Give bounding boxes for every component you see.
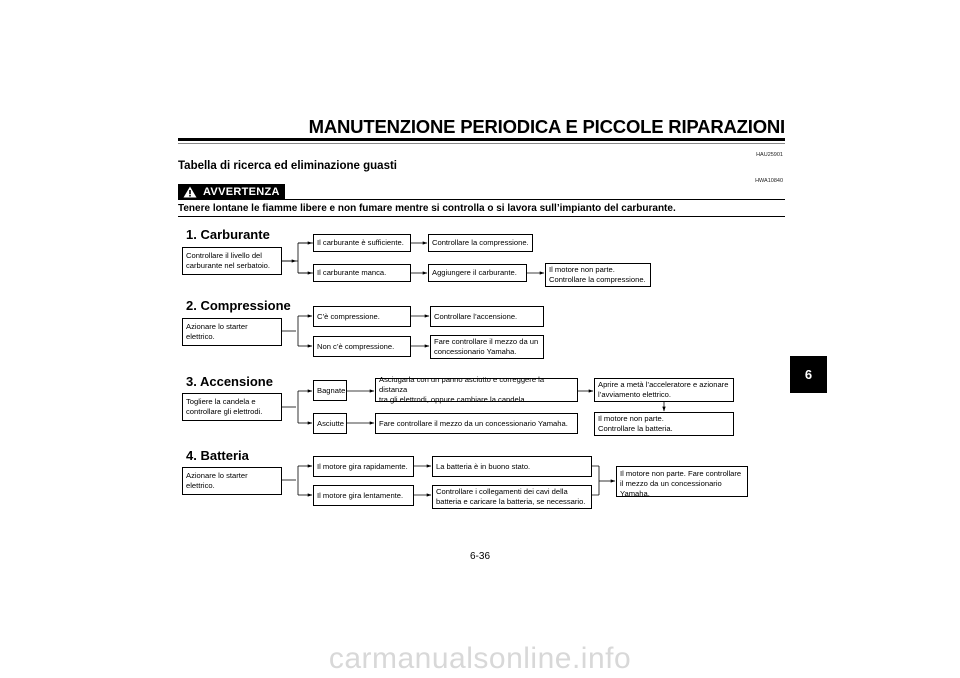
flow-box: Il motore non parte. Fare controllare il mezzo da un concessionario Yamaha. (616, 466, 748, 497)
flow-box: Bagnate (313, 380, 347, 401)
flow-box: Fare controllare il mezzo da un concessionario Yamaha. (430, 335, 544, 359)
warning-label: AVVERTENZA (203, 186, 280, 198)
section-title-batteria: 4. Batteria (186, 448, 249, 463)
flow-box: Controllare il livello del carburante nel serbatoio. (182, 247, 282, 275)
section-code: HAU25901 (756, 152, 783, 158)
flow-box: Il carburante manca. (313, 264, 411, 282)
page-number: 6-36 (469, 551, 490, 562)
flow-box: Azionare lo starter elettrico. (182, 467, 282, 495)
chapter-tab: 6 (790, 356, 827, 393)
flow-box: Il motore gira lentamente. (313, 485, 414, 506)
flow-box: Il motore non parte. Controllare la compressione. (545, 263, 651, 287)
warning-text: Tenere lontane le fiamme libere e non fumare mentre si controlla o si lavora sull’impianto del carburante. (178, 203, 676, 214)
flow-box: Azionare lo starter elettrico. (182, 318, 282, 346)
section-title: Tabella di ricerca ed eliminazione guasti (178, 160, 397, 172)
section-title-compressione: 2. Compressione (186, 298, 291, 313)
flow-box: Controllare l’accensione. (430, 306, 544, 327)
flow-box: La batteria è in buono stato. (432, 456, 592, 477)
flow-box: C’è compressione. (313, 306, 411, 327)
flow-box: Controllare i collegamenti dei cavi della batteria e caricare la batteria, se necessario. (432, 485, 592, 509)
flow-box: Aprire a metà l’acceleratore e azionare l’avviamento elettrico. (594, 378, 734, 402)
section-title-accensione: 3. Accensione (186, 374, 273, 389)
section-title-carburante: 1. Carburante (186, 227, 270, 242)
flow-box: Aggiungere il carburante. (428, 264, 527, 282)
flow-box: Togliere la candela e controllare gli elettrodi. (182, 393, 282, 421)
flow-box: Il carburante è sufficiente. (313, 234, 411, 252)
flow-box: Il motore gira rapidamente. (313, 456, 414, 477)
watermark: carmanualsonline.info (328, 642, 632, 675)
page-title: MANUTENZIONE PERIODICA E PICCOLE RIPARAZIONI (308, 116, 785, 137)
flow-box: Fare controllare il mezzo da un concessionario Yamaha. (375, 413, 578, 434)
flow-box: Il motore non parte. Controllare la batteria. (594, 412, 734, 436)
flow-box: Asciutte (313, 413, 347, 434)
flow-box: Non c’è compressione. (313, 336, 411, 357)
warning-code: HWA10840 (755, 178, 783, 184)
flow-box: Controllare la compressione. (428, 234, 533, 252)
flow-box: Asciugarla con un panno asciutto e correggere la distanza tra gli elettrodi, oppure cambiare la candela. (375, 378, 578, 402)
